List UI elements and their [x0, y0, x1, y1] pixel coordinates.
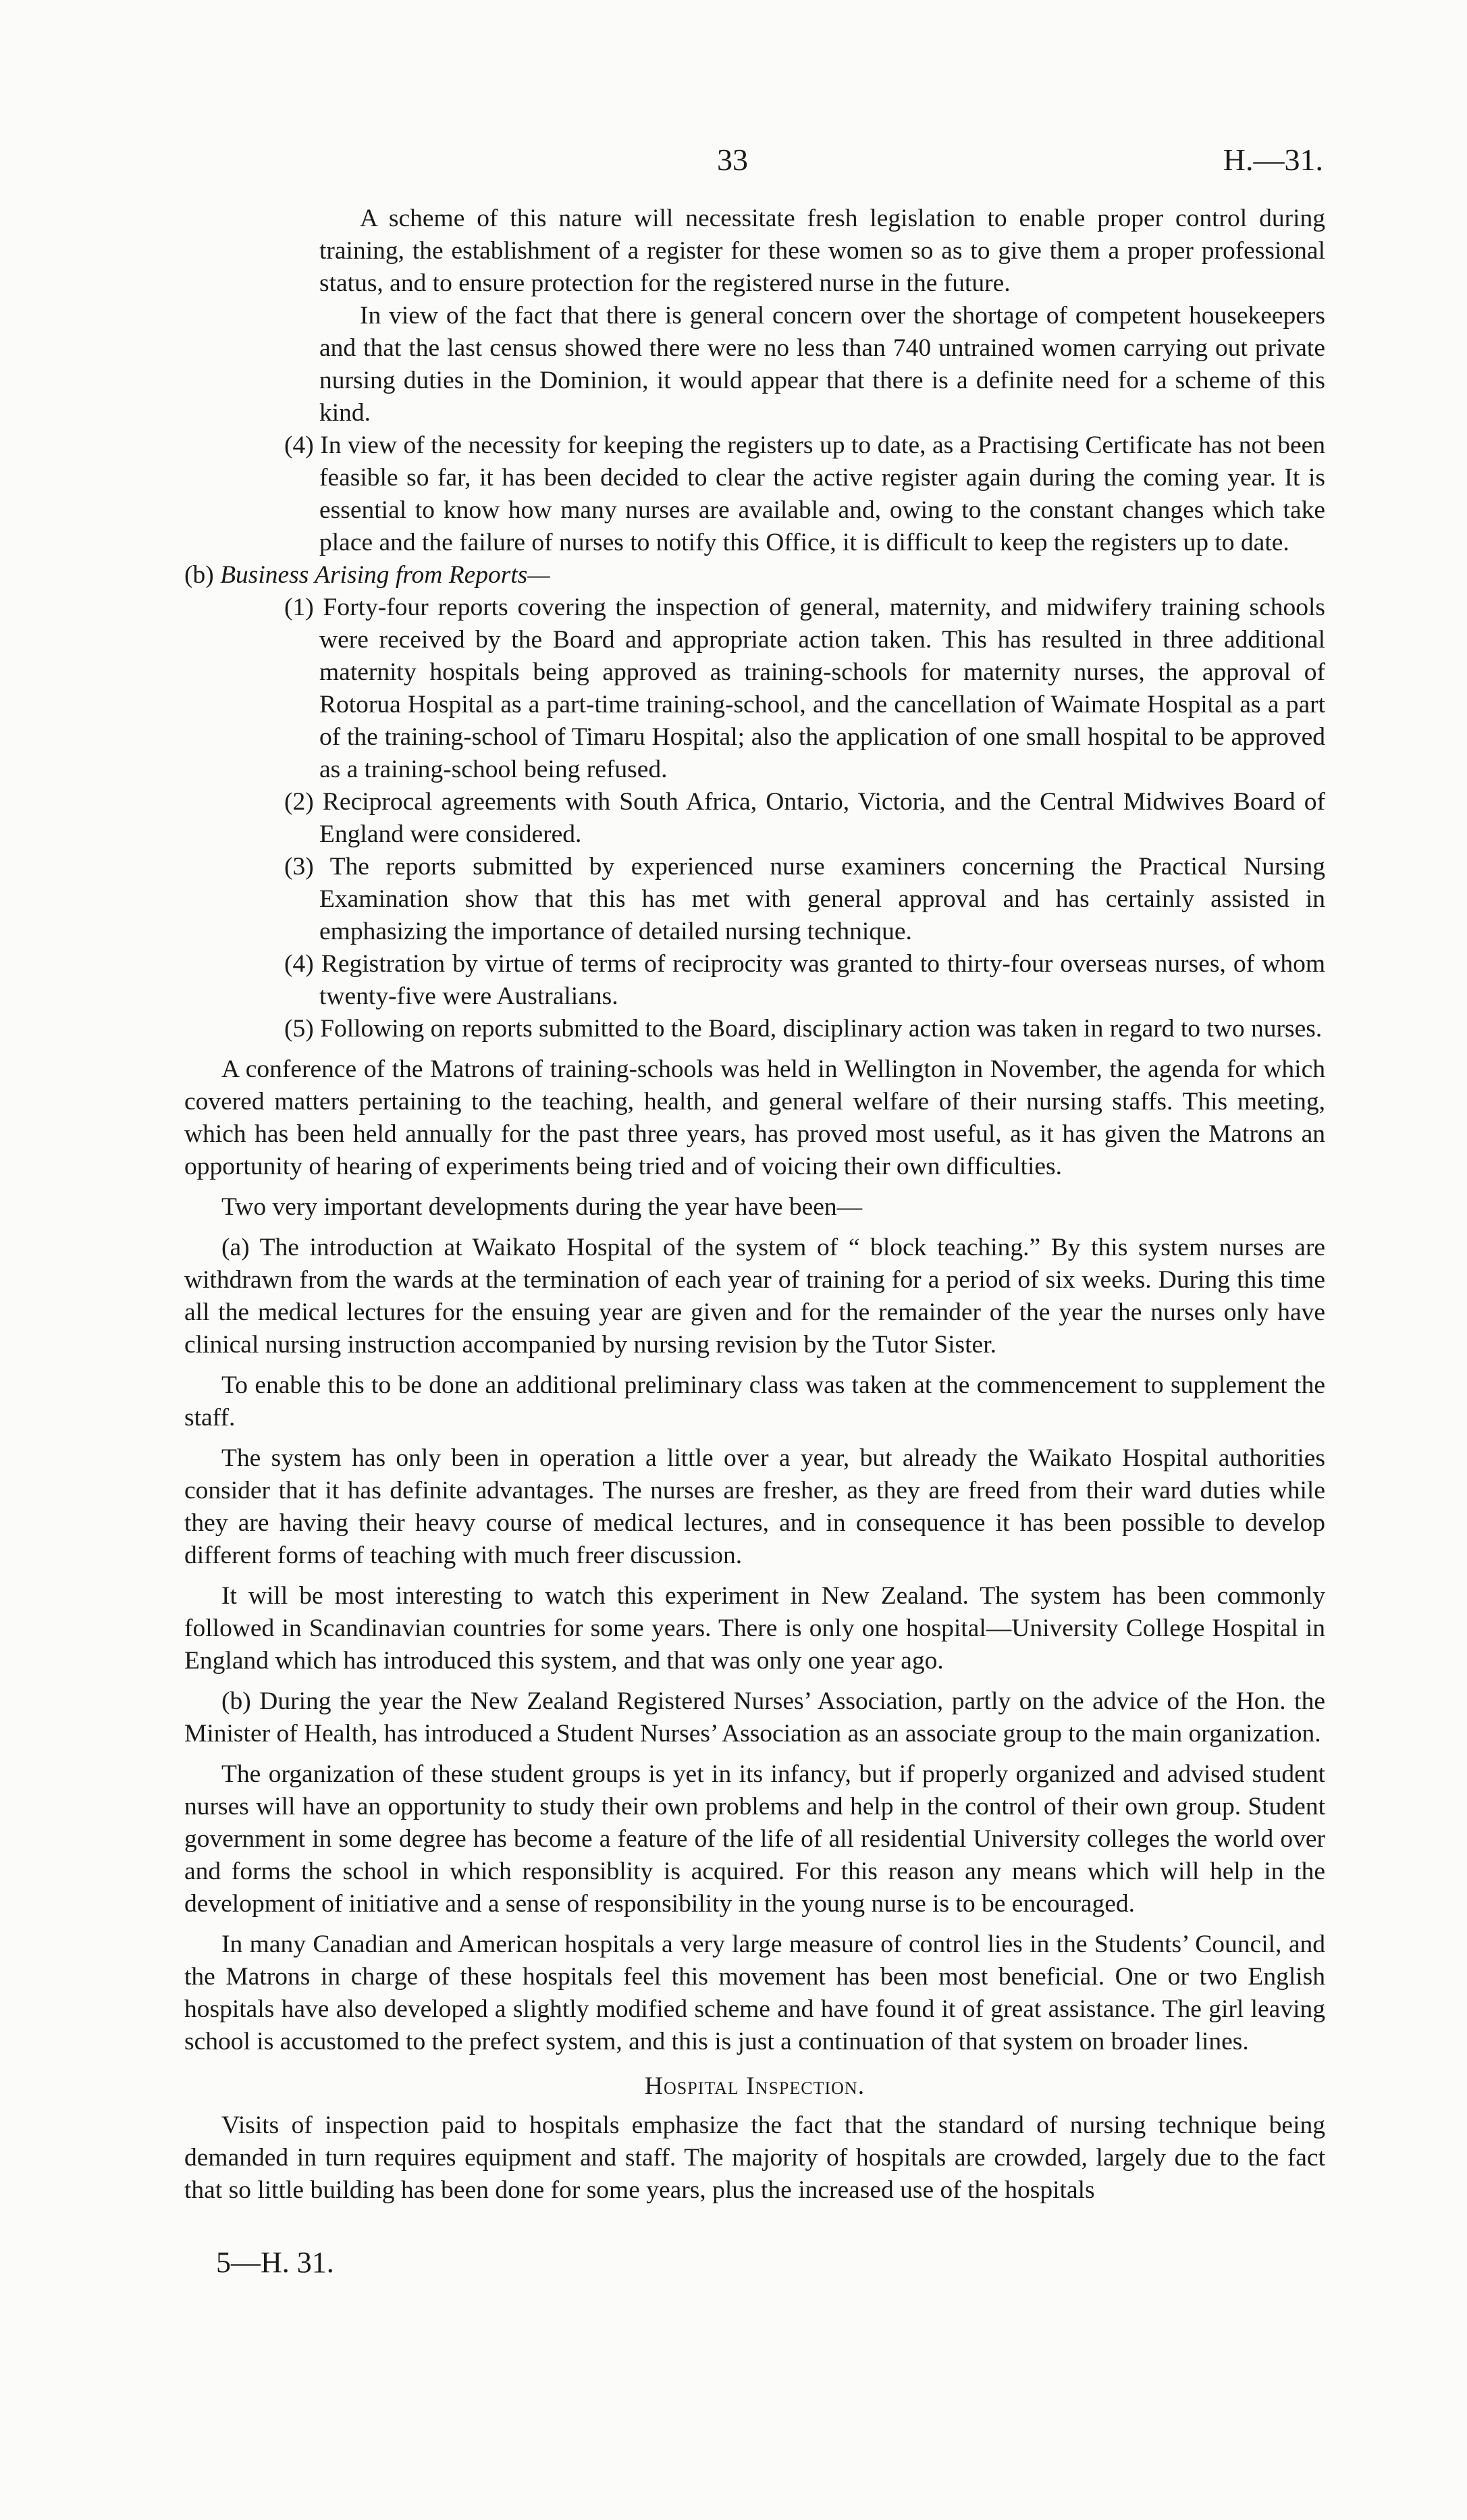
document-reference: H.—31.: [1223, 142, 1323, 177]
section-b-item: (4) Registration by virtue of terms of reciprocity was granted to thirty-four overseas nurses, of whom twenty-five were Australians.: [284, 950, 1325, 1010]
section-b-item: (3) The reports submitted by experienced nurse examiners concerning the Practical Nursing Examination show that this has met with general approval and has certainly assisted in emphasizing the importance of detailed nursing technique.: [284, 853, 1325, 945]
developments-paragraph: Two very important developments during the year have been—: [221, 1193, 863, 1221]
intro-block: [184, 203, 1325, 429]
experiment-paragraph: It will be most interesting to watch this experiment in New Zealand. The system has been commonly followed in Scandinavian countries for some years. There is only one hospital—University College Hospital in England which has introduced this system, and that was only one year ago.: [184, 1582, 1325, 1675]
conference-paragraph: A conference of the Matrons of training-schools was held in Wellington in November, the agenda for which covered matters pertaining to the teaching, health, and general welfare of their nursing staffs. This meeting, which has been held annually for the past three years, has proved most useful, as it has given the Matrons an opportunity of hearing of experiments being tried and of voicing their own difficulties.: [184, 1055, 1325, 1180]
intro-paragraph-1: A scheme of this nature will necessitate fresh legislation to enable proper control during training, the establishment of a register for these women so as to give them a proper professional status, and to ensure protection for the registered nurse in the future.: [319, 205, 1325, 297]
hospital-inspection-paragraph: Visits of inspection paid to hospitals emphasize the fact that the standard of nursing technique being demanded in turn requires equipment and staff. The majority of hospitals are crowded, largely due to the fact that so little building has been done for some years, plus the increased use of the hospitals: [184, 2111, 1325, 2204]
section-b-title: Business Arising from Reports—: [220, 561, 550, 589]
section-b-item: (2) Reciprocal agreements with South Africa, Ontario, Victoria, and the Central Midwives Board of England were considered.: [284, 788, 1325, 848]
section-b-item: (5) Following on reports submitted to the Board, disciplinary action was taken in regard to two nurses.: [284, 1015, 1323, 1043]
section-b-item: (1) Forty-four reports covering the inspection of general, maternity, and midwifery training schools were received by the Board and appropriate action taken. This has resulted in three additional maternity hospitals being approved as training-schools for maternity nurses, the approval of Rotorua Hospital as a part-time training-school, and the cancellation of Waimate Hospital as a part of the training-school of Timaru Hospital; also the application of one small hospital to be approved as a training-school being refused.: [284, 594, 1325, 783]
preliminary-class-paragraph: To enable this to be done an additional preliminary class was taken at the commencement to supplement the staff.: [184, 1371, 1325, 1432]
student-groups-paragraph: The organization of these student groups is yet in its infancy, but if properly organized and advised student nurses will have an opportunity to study their own problems and help in the control of their own group. Student government in some degree has become a feature of the life of all residential University colleges the world over and forms the school in which responsiblity is acquired. For this reason any means which will help in the development of initiative and a sense of responsibility in the young nurse is to be encouraged.: [184, 1760, 1325, 1918]
waikato-paragraph: The system has only been in operation a little over a year, but already the Waikato Hospital authorities consider that it has definite advantages. The nurses are fresher, as they are freed from their ward duties while they are having their heavy course of medical lectures, and in consequence it has been possible to develop different forms of teaching with much freer discussion.: [184, 1444, 1325, 1569]
page-body: [184, 203, 1325, 2207]
student-association-paragraph: (b) During the year the New Zealand Registered Nurses’ Association, partly on the advice of the Hon. the Minister of Health, has introduced a Student Nurses’ Association as an associate group to the main organization.: [184, 1687, 1325, 1748]
canadian-hospitals-paragraph: In many Canadian and American hospitals a very large measure of control lies in the Students’ Council, and the Matrons in charge of these hospitals feel this movement has been most beneficial. One or two English hospitals have also developed a slightly modified scheme and have found it of great assistance. The girl leaving school is accustomed to the prefect system, and this is just a continuation of that system on broader lines.: [184, 1931, 1325, 2055]
footer-reference: 5—H. 31.: [216, 2246, 334, 2279]
section-b-prefix: (b): [184, 561, 214, 589]
section-b-list: [184, 592, 1325, 1045]
hospital-inspection-heading: Hospital Inspection.: [644, 2072, 865, 2100]
section-b-label: [184, 559, 1325, 592]
page-number: 33: [717, 142, 748, 177]
item-4-registers: (4) In view of the necessity for keeping the registers up to date, as a Practising Certificate has not been feasible so far, it has been decided to clear the active register again during the coming year. It is essential to know how many nurses are available and, owing to the constant changes which take place and the failure of nurses to notify this Office, it is difficult to keep the registers up to date.: [284, 431, 1325, 556]
block-teaching-paragraph: (a) The introduction at Waikato Hospital of the system of “ block teaching.” By this system nurses are withdrawn from the wards at the termination of each year of training for a period of six weeks. During this time all the medical lectures for the ensuing year are given and for the remainder of the year the nurses only have clinical nursing instruction accompanied by nursing revision by the Tutor Sister.: [184, 1234, 1325, 1359]
intro-paragraph-2: In view of the fact that there is general concern over the shortage of competent housekeepers and that the last census showed there were no less than 740 untrained women carrying out private nursing duties in the Dominion, it would appear that there is a definite need for a scheme of this kind.: [319, 302, 1325, 427]
